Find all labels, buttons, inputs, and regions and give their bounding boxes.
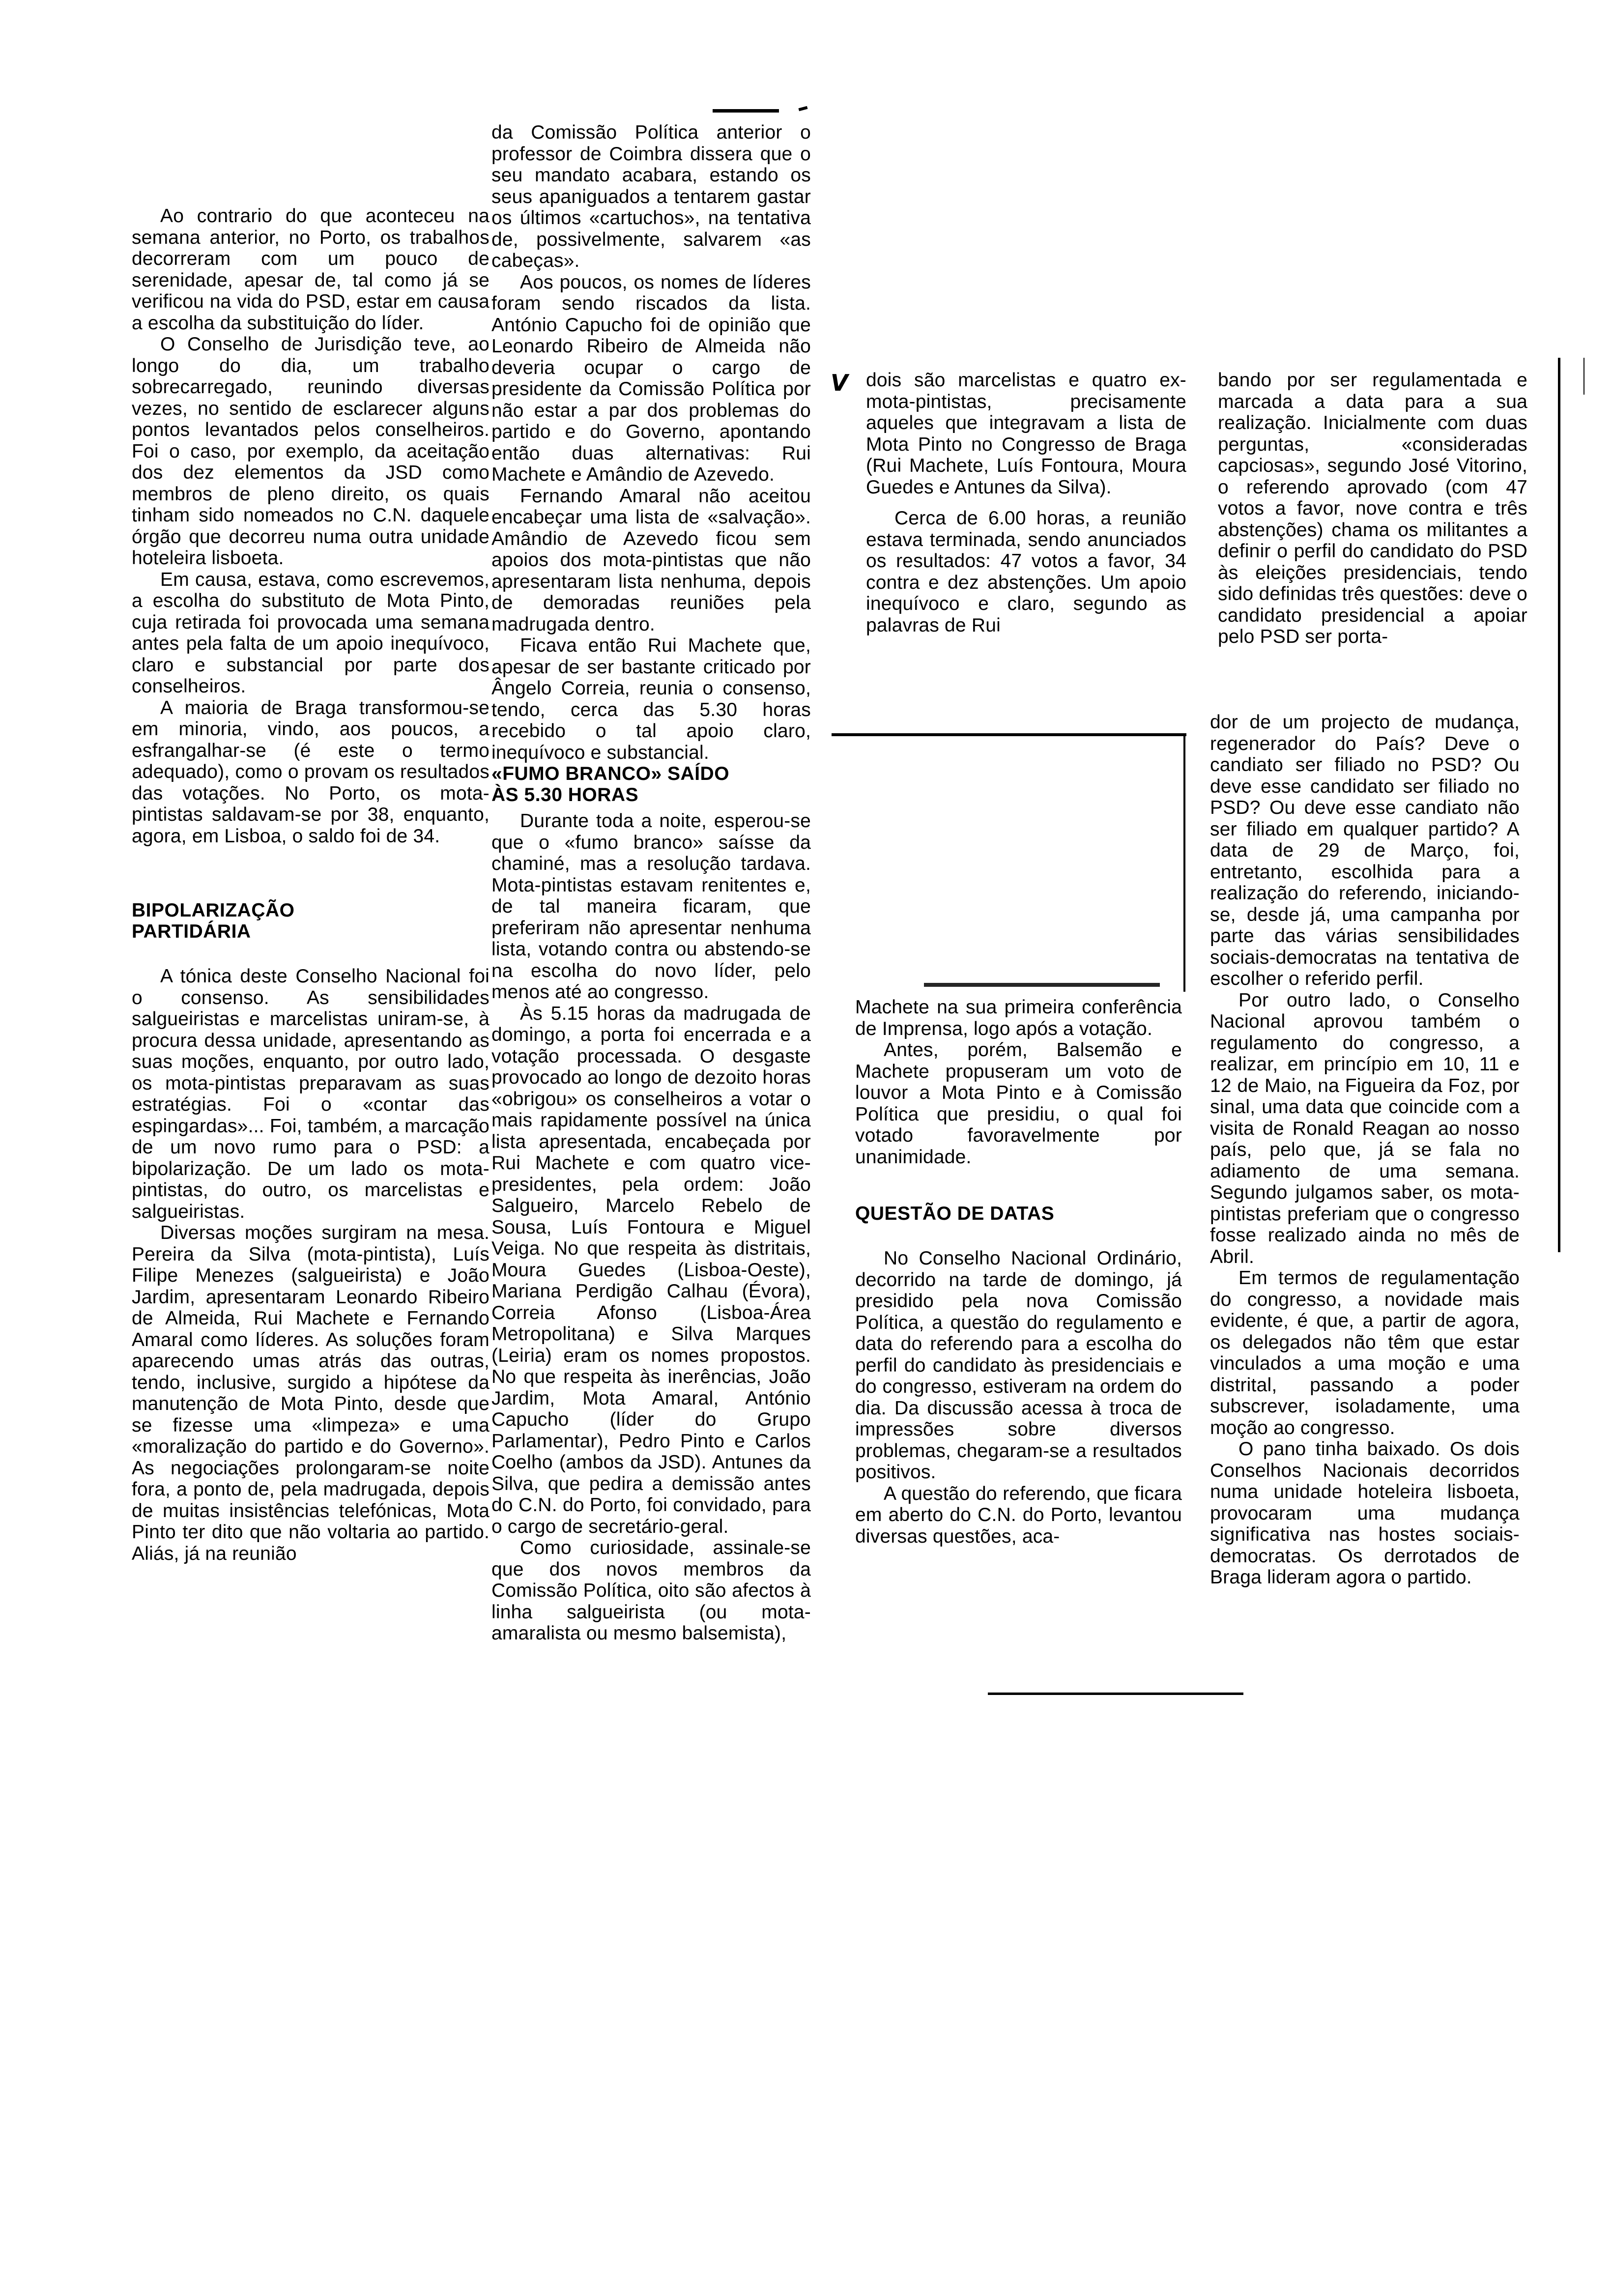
paragraph: bando por ser regulamentada e marcada a data para a sua realização. Inicialmente com duas perguntas, «consideradas capciosas», segundo José Vitorino, o referendo aprovado (com 47 votos a favor, nove contra e três abstenções) chama os militantes a definir o perfil do candidato do PSD às eleições presidenciais, tendo sido definidas três questões: deve o candidato presidencial a apoiar pelo PSD ser porta- xyxy=(1218,370,1527,647)
edge-mark xyxy=(1583,358,1584,395)
paragraph: Às 5.15 horas da madrugada de domingo, a porta foi encerrada e a votação processada. O desgaste provocado ao longo de dezoito horas «obrigou» os conselheiros a votar o mais rapidamente possível na única lista apresentada, encabeçada por Rui Machete e com quatro vice-presidentes, pela ordem: João Salgueiro, Marcelo Rebelo de Sousa, Luís Fontoura e Miguel Veiga. No que respeita às distritais, Moura Guedes (Lisboa-Oeste), Mariana Perdigão Calhau (Évora), Correia Afonso (Lisboa-Área Metropolitana) e Silva Marques (Leiria) eram os nomes propostos. No que respeita às inerências, João Jardim, Mota Amaral, António Capucho (líder do Grupo Parlamentar), Pedro Pinto e Carlos Coelho (ambos da JSD). Antunes da Silva, que pedira a demissão antes do C.N. do Porto, foi convidado, para o cargo de secretário-geral. xyxy=(491,1003,811,1537)
column-2 xyxy=(491,122,811,1644)
paragraph: No Conselho Nacional Ordinário, decorrido na tarde de domingo, já presidido pela nova Comissão Política, a questão do regulamento e data do referendo para a escolha do perfil do candidato às presidenciais e do congresso, estiveram na ordem do dia. Da discussão acessa à troca de impressões sobre diversos problemas, chegaram-se a resultados positivos. xyxy=(855,1248,1182,1483)
paragraph: Como curiosidade, assinale-se que dos novos membros da Comissão Política, oito são afectos à linha salgueirista (ou mota-amaralista ou mesmo balsemista), xyxy=(491,1537,811,1644)
paragraph: O Conselho de Jurisdição teve, ao longo do dia, um trabalho sobrecarregado, reunindo diversas vezes, no sentido de esclarecer alguns pontos levantados pelos conselheiros. Foi o caso, por exemplo, da aceitação dos dez elementos da JSD como membros de pleno direito, os quais tinham sido nomeados no C.N. daquele órgão que decorreu numa outra unidade hoteleira lisboeta. xyxy=(132,334,489,569)
paragraph: Por outro lado, o Conselho Nacional aprovou também o regulamento do congresso, a realizar, em princípio em 10, 11 e 12 de Maio, na Figueira da Foz, por sinal, uma data que coincide com a visita de Ronald Reagan ao nosso país, pelo que, já se fala no adiamento de uma semana. Segundo julgamos saber, os mota-pintistas preferiam que o congresso fosse realizado ainda no mês de Abril. xyxy=(1210,989,1520,1267)
paragraph: A questão do referendo, que ficara em aberto do C.N. do Porto, levantou diversas questões, aca- xyxy=(855,1483,1182,1547)
margin-check-mark: V xyxy=(831,370,848,396)
paragraph: Em causa, estava, como escrevemos, a escolha do substituto de Mota Pinto, cuja retirada foi provocada uma semana antes pela falta de um apoio inequívoco, claro e substancial por parte dos conselheiros. xyxy=(132,569,489,697)
section-heading: BIPOLARIZAÇÃO PARTIDÁRIA xyxy=(132,900,295,942)
paragraph: Cerca de 6.00 horas, a reunião estava terminada, sendo anunciados os resultados: 47 votos a favor, 34 contra e dez abstenções. Um apoio inequívoco e claro, segundo as palavras de Rui xyxy=(866,508,1186,636)
column-1 xyxy=(132,205,489,1564)
paragraph: Machete na sua primeira conferência de Imprensa, logo após a votação. xyxy=(855,997,1182,1039)
section-heading: «FUMO BRANCO» SAÍDO ÀS 5.30 HORAS xyxy=(491,763,730,805)
column-4-top xyxy=(1218,370,1527,648)
column-3-bottom xyxy=(855,997,1182,1547)
box-right-rule xyxy=(1183,736,1185,992)
paragraph: dois são marcelistas e quatro ex-mota-pintistas, precisamente aqueles que integravam a lista de Mota Pinto no Congresso de Braga (Rui Machete, Luís Fontoura, Moura Guedes e Antunes da Silva). xyxy=(866,370,1186,498)
column-4-bottom xyxy=(1210,712,1520,1588)
top-rule xyxy=(713,109,779,113)
paragraph: Ao contrario do que aconteceu na semana anterior, no Porto, os trabalhos decorreram com um pouco de serenidade, apesar de, tal como já se verificou na vida do PSD, estar em causa a escolha da substituição do líder. xyxy=(132,205,489,334)
column-3-top xyxy=(866,370,1186,636)
image-placeholder xyxy=(835,742,1180,993)
paragraph: Diversas moções surgiram na mesa. Pereira da Silva (mota-pintista), Luís Filipe Menezes (salgueirista) e João Jardim, apresentaram Leonardo Ribeiro de Almeida, Rui Machete e Fernando Amaral como líderes. As soluções foram aparecendo umas atrás das outras, tendo, inclusive, surgido a hipótese da manutenção de Mota Pinto, desde que se fizesse uma «limpeza» e uma «moralização do partido e do Governo». As negociações prolongaram-se noite fora, a ponto de, pela madrugada, depois de muitas insistências telefónicas, Mota Pinto ter dito que não voltaria ao partido. Aliás, já na reunião xyxy=(132,1222,489,1564)
paragraph: dor de um projecto de mudança, regenerador do País? Deve o candiato ser filiado no PSD? Ou deve esse candidato ser filiado no PSD? Ou deve esse candiato não ser filiado em qualquer partido? A data de 29 de Março, foi, entretanto, escolhida para a realização do referendo, iniciando-se, desde já, uma campanha por parte das várias sensibilidades sociais-democratas na tentativa de escolher o referido perfil. xyxy=(1210,712,1520,989)
column-4-right-rule xyxy=(1558,358,1560,1252)
bottom-rule xyxy=(988,1693,1243,1695)
paragraph: Ficava então Rui Machete que, apesar de ser bastante criticado por Ângelo Correia, reunia o consenso, tendo, cerca das 5.30 horas recebido o tal apoio claro, inequívoco e substancial. xyxy=(491,635,811,763)
box-bottom-rule xyxy=(924,983,1160,987)
paragraph: O pano tinha baixado. Os dois Conselhos Nacionais decorridos numa unidade hoteleira lisboeta, provocaram uma mudança significativa nas hostes sociais-democratas. Os derrotados de Braga lideram agora o partido. xyxy=(1210,1438,1520,1588)
section-heading: QUESTÃO DE DATAS xyxy=(855,1203,1055,1224)
paragraph: Em termos de regulamentação do congresso, a novidade mais evidente, é que, a partir de agora, os delegados não têm que estar vinculados a uma moção e uma distrital, passando a poder subscrever, isoladamente, uma moção ao congresso. xyxy=(1210,1267,1520,1438)
paragraph: A maioria de Braga transformou-se em minoria, vindo, aos poucos, a esfrangalhar-se (é este o termo adequado), como o provam os resultados das votações. No Porto, os mota-pintistas saldavam-se por 38, enquanto, agora, em Lisboa, o saldo foi de 34. xyxy=(132,697,489,847)
box-top-rule xyxy=(832,733,1186,736)
paragraph: A tónica deste Conselho Nacional foi o consenso. As sensibilidades salgueiristas e marcelistas uniram-se, à procura dessa unidade, apresentando as suas moções, enquanto, por outro lado, os mota-pintistas preparavam as suas estratégias. Foi o «contar das espingardas»... Foi, também, a marcação de um novo rumo para o PSD: a bipolarização. De um lado os mota-pintistas, do outro, os marcelistas e salgueiristas. xyxy=(132,966,489,1222)
paragraph: Antes, porém, Balsemão e Machete propuseram um voto de louvor a Mota Pinto e à Comissão Política que presidiu, o qual foi votado favoravelmente por unanimidade. xyxy=(855,1039,1182,1168)
paragraph: Durante toda a noite, esperou-se que o «fumo branco» saísse da chaminé, mas a resolução tardava. Mota-pintistas estavam renitentes e, de tal maneira ficaram, que preferiram não apresentar nenhuma lista, votando contra ou abstendo-se na escolha do novo líder, pelo menos até ao congresso. xyxy=(491,810,811,1003)
paragraph: Aos poucos, os nomes de líderes foram sendo riscados da lista. António Capucho foi de opinião que Leonardo Ribeiro de Almeida não deveria ocupar o cargo de presidente da Comissão Política por não estar a par dos problemas do partido e do Governo, apontando então duas alternativas: Rui Machete e Amândio de Azevedo. xyxy=(491,271,811,485)
paragraph: da Comissão Política anterior o professor de Coimbra dissera que o seu mandato acabara, estando os seus apaniguados a tentarem gastar os últimos «cartuchos», na tentativa de, possivelmente, salvarem «as cabeças». xyxy=(491,122,811,271)
top-rule-dash xyxy=(799,106,808,111)
paragraph: Fernando Amaral não aceitou encabeçar uma lista de «salvação». Amândio de Azevedo ficou sem apoios dos mota-pintistas que não apresentaram lista nenhuma, depois de demoradas reuniões pela madrugada dentro. xyxy=(491,485,811,635)
